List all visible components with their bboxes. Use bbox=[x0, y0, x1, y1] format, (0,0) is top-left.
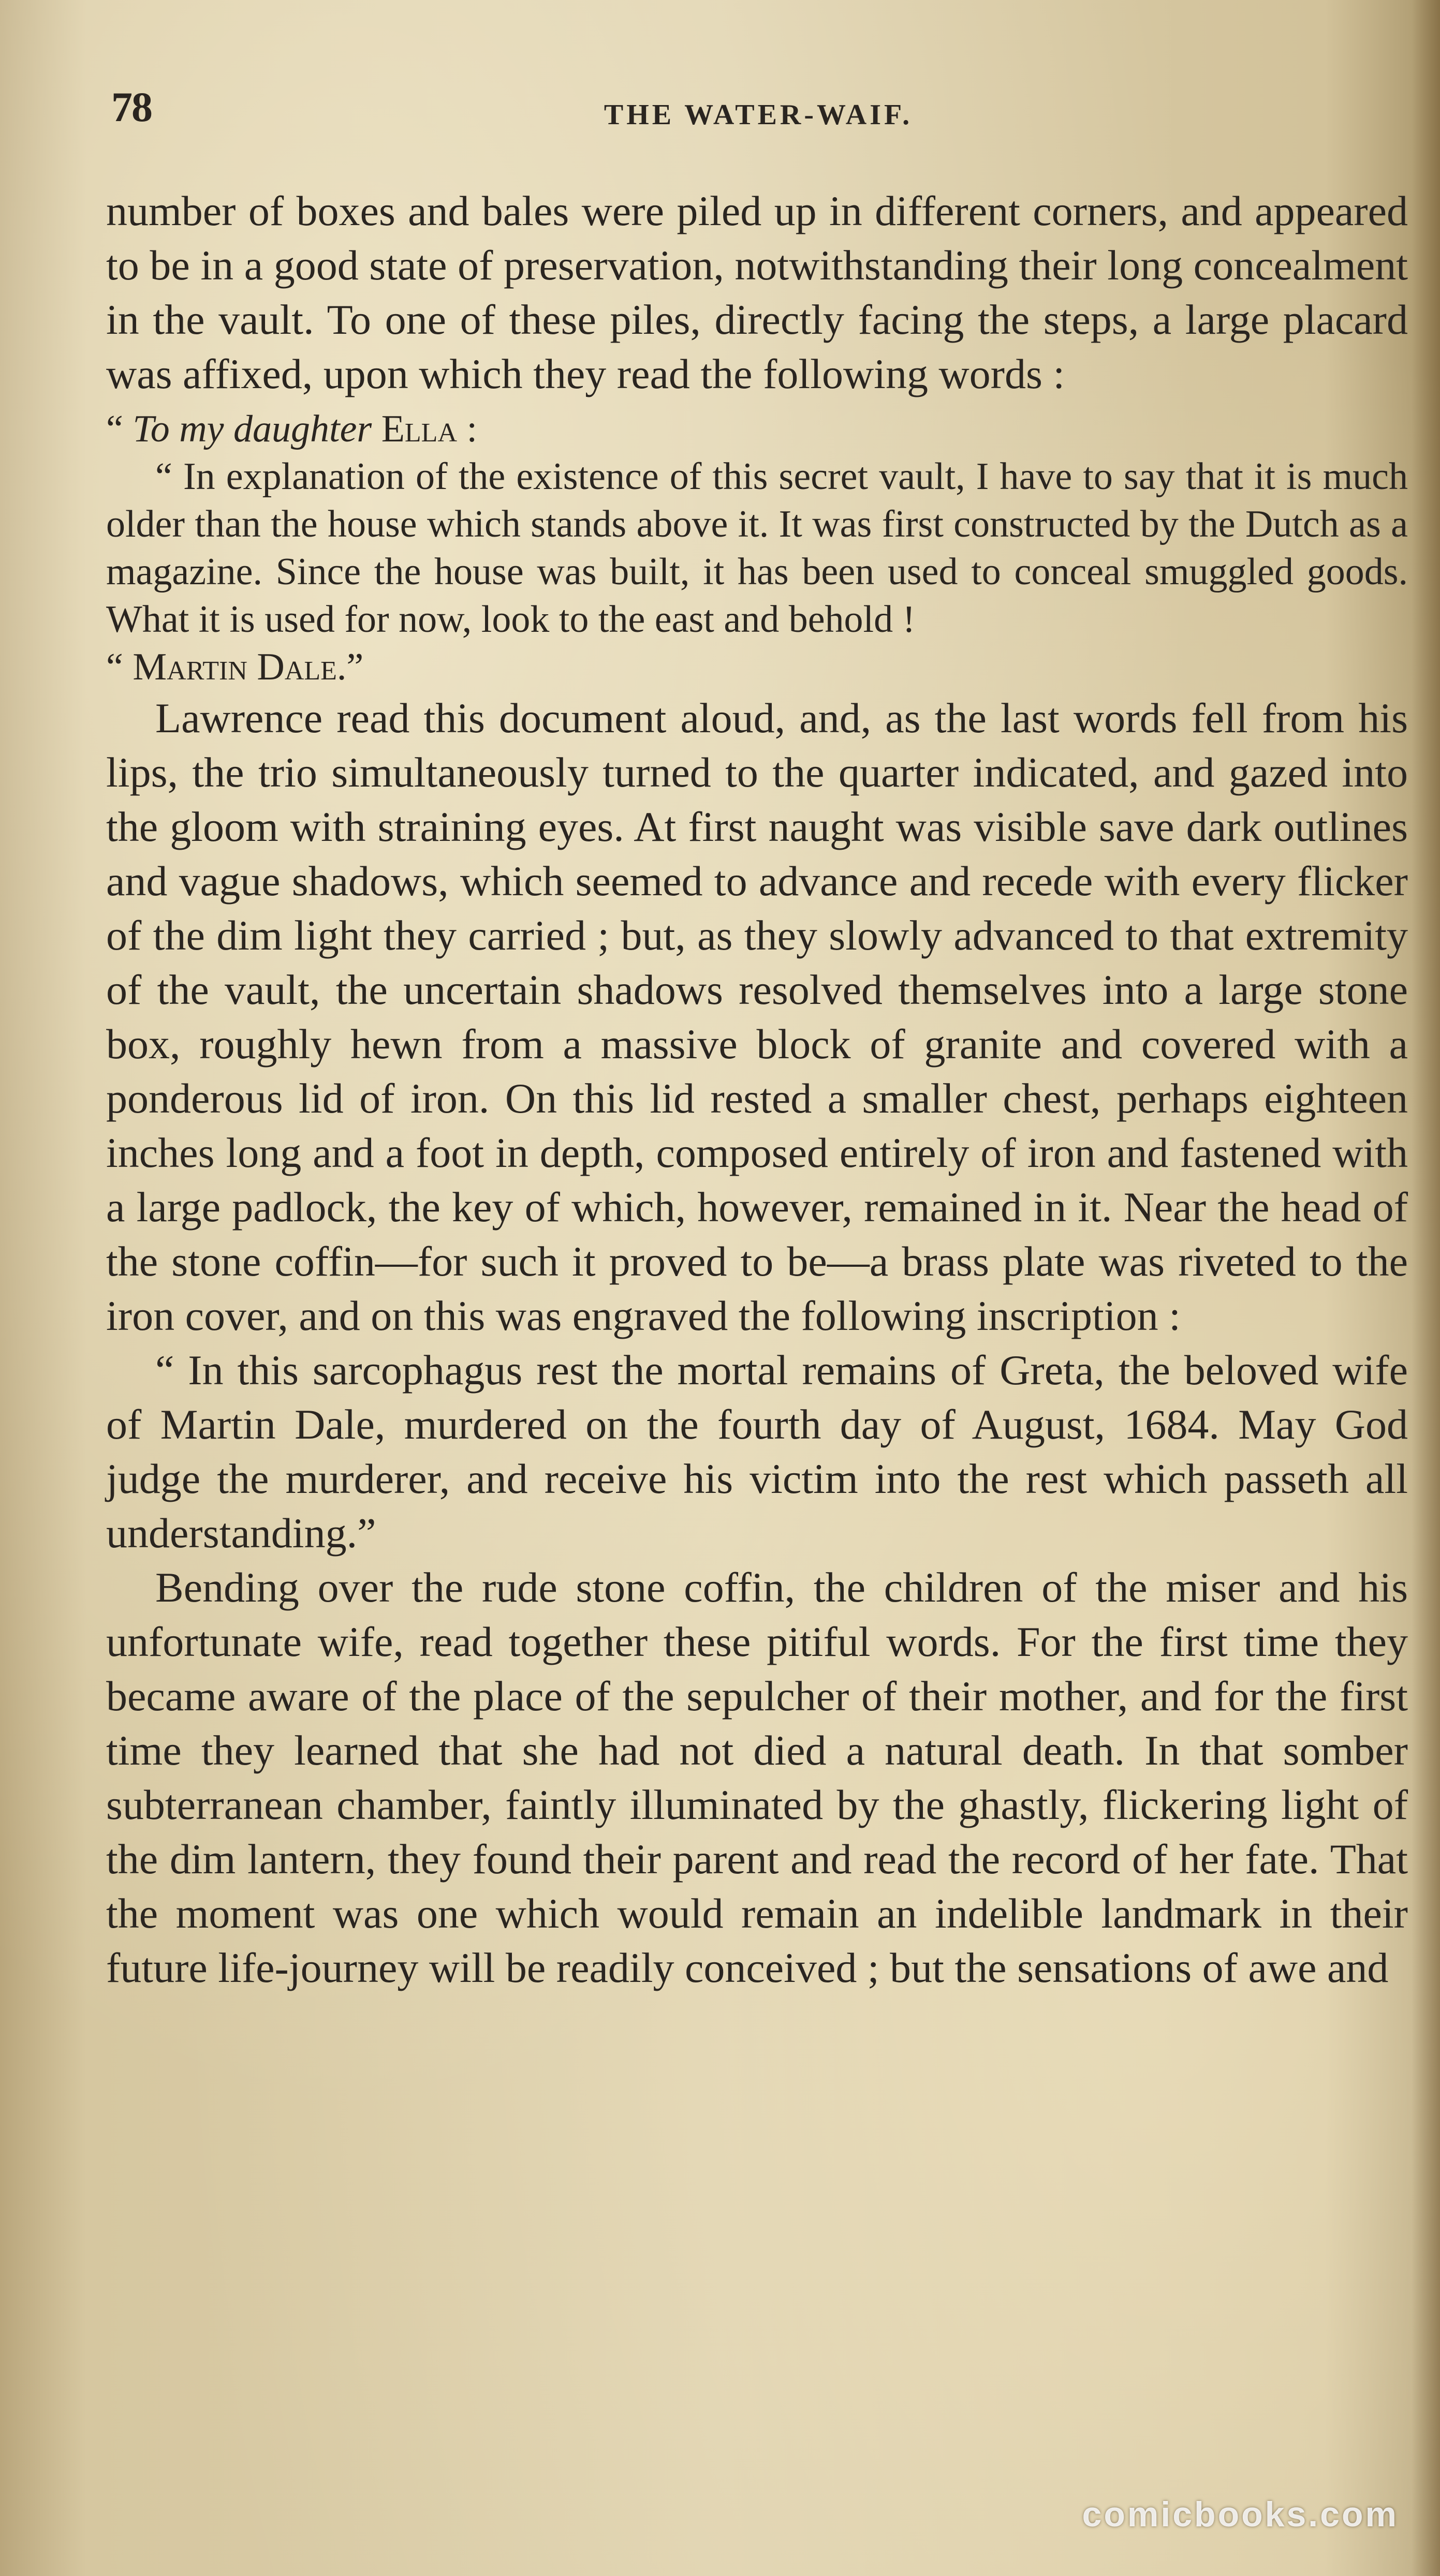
page-header bbox=[106, 83, 1410, 140]
letter-salutation bbox=[106, 405, 1408, 453]
salutation-open-quote: “ bbox=[106, 408, 133, 450]
salutation-name: Ella : bbox=[372, 408, 478, 450]
paragraph-2: Lawrence read this document aloud, and, as the last words fell from his lips, the trio simultaneously turned to the quarter indicated, and gazed into the gloom with straining eyes. At first naught was visible save dark outlines and vague shadows, which seemed to advance and recede with every flicker of the dim light they carried ; but, as they slowly advanced to that extremity of the vault, the uncertain shadows resolved themselves into a large stone box, roughly hewn from a massive block of granite and covered with a ponderous lid of iron. On this lid rested a smaller chest, perhaps eighteen inches long and a foot in depth, composed entirely of iron and fastened with a large padlock, the key of which, however, remained in it. Near the head of the stone coffin—for such it proved to be—a brass plate was riveted to the iron cover, and on this was engraved the following inscription : bbox=[106, 694, 1408, 1339]
running-head: THE WATER-WAIF. bbox=[604, 99, 913, 131]
body-text bbox=[106, 184, 1408, 1995]
letter-signature: “ Martin Dale.” bbox=[106, 646, 364, 688]
salutation-italic: To my daughter bbox=[133, 408, 372, 450]
watermark: comicbooks.com bbox=[1082, 2495, 1399, 2534]
paragraph-inscription: “ In this sarcophagus rest the mortal remains of Greta, the beloved wife of Martin Dale, murdered on the fourth day of August, 1684. May God judge the murderer, and receive his victim into the rest which passeth all understanding.” bbox=[106, 1346, 1408, 1557]
page-edge-shadow bbox=[1412, 0, 1440, 2576]
paragraph-1: number of boxes and bales were piled up in different corners, and appeared to be in a good state of preservation, notwithstanding their long concealment in the vault. To one of these piles, directly facing the steps, a large placard was affixed, upon which they read the following words : bbox=[106, 187, 1408, 397]
page-number: 78 bbox=[111, 83, 152, 130]
paragraph-3: Bending over the rude stone coffin, the children of the miser and his unfortunate wife, read together these pitiful words. For the first time they became aware of the place of the sepulcher of their mother, and for the first time they learned that she had not died a natural death. In that somber subterranean chamber, faintly illuminated by the ghastly, flickering light of the dim lantern, they found their parent and read the record of her fate. That the moment was one which would remain an indelible landmark in their future life-journey will be readily conceived ; but the sensations of awe and bbox=[106, 1564, 1408, 1991]
letter-text: “ In explanation of the existence of this secret vault, I have to say that it is much older than the house which stands above it. It was first constructed by the Dutch as a magazine. Since the house was built, it has been used to conceal smuggled goods. What it is used for now, look to the east and behold ! bbox=[106, 455, 1408, 641]
